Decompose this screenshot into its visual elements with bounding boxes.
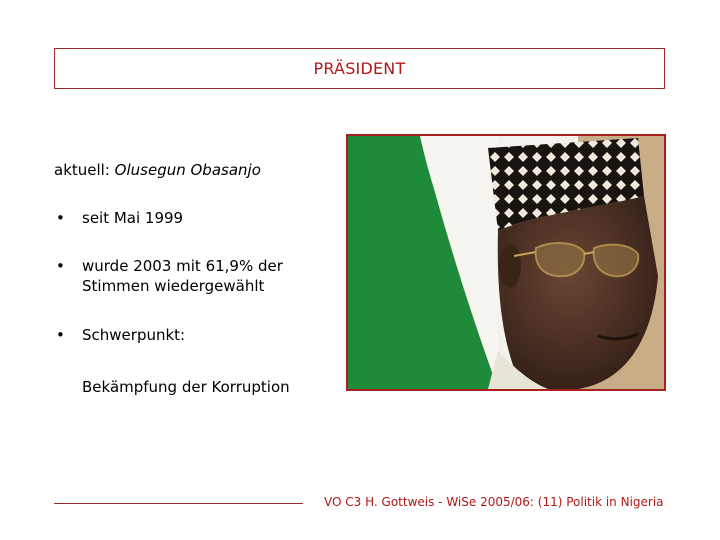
- bullet-item: [54, 325, 344, 345]
- bullet-dot: •: [56, 209, 65, 227]
- president-photo: [346, 134, 666, 391]
- focus-detail: Bekämpfung der Korruption: [82, 378, 290, 396]
- bullet-item: [54, 256, 314, 296]
- bullet-item: [54, 208, 344, 228]
- slide-title-box: [54, 48, 665, 89]
- bullet-text: wurde 2003 mit 61,9% der Stimmen wiedergewählt: [82, 257, 283, 295]
- footer-text: VO C3 H. Gottweis - WiSe 2005/06: (11) Politik in Nigeria: [324, 495, 664, 509]
- current-president: [54, 160, 344, 180]
- president-name: Olusegun Obasanjo: [114, 161, 261, 179]
- bullet-dot: •: [56, 257, 65, 275]
- footer-divider: [54, 503, 303, 504]
- bullet-text: Schwerpunkt:: [82, 326, 186, 344]
- bullet-dot: •: [56, 326, 65, 344]
- slide-title: PRÄSIDENT: [313, 59, 406, 78]
- current-label: aktuell:: [54, 161, 110, 179]
- slide-content: [54, 160, 344, 345]
- bullet-list: [54, 208, 344, 345]
- portrait-illustration: [348, 136, 664, 389]
- bullet-text: seit Mai 1999: [82, 209, 184, 227]
